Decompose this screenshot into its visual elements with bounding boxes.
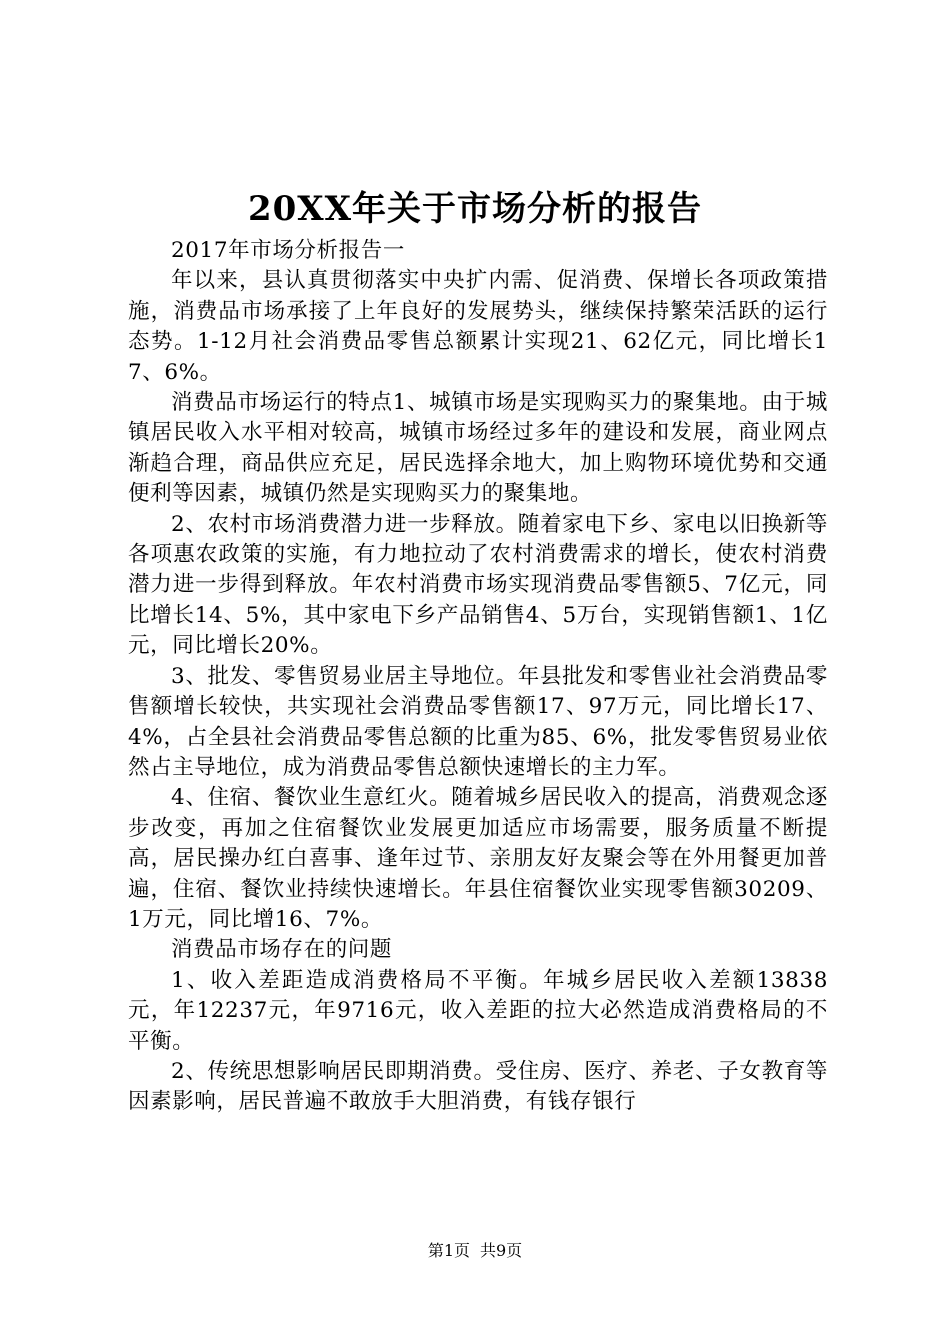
paragraph-intro: 年以来，县认真贯彻落实中央扩内需、促消费、保增长各项政策措施，消费品市场承接了上年良好的发展势头，继续保持繁荣活跃的运行态势。1-12月社会消费品零售总额累计实现21、62亿元，同比增长17、6%。 — [128, 268, 828, 385]
paragraph-problem-2: 2、传统思想影响居民即期消费。受住房、医疗、养老、子女教育等因素影响，居民普遍不敢放手大胆消费，有钱存银行 — [128, 1058, 828, 1115]
document-body — [128, 236, 828, 1118]
paragraph-problem-1: 1、收入差距造成消费格局不平衡。年城乡居民收入差额13838元，年12237元，年9716元，收入差距的拉大必然造成消费格局的不平衡。 — [128, 967, 828, 1054]
page-number: 第1页 — [427, 1241, 470, 1260]
page-total: 共9页 — [480, 1241, 523, 1260]
paragraph-feature-2: 2、农村市场消费潜力进一步释放。随着家电下乡、家电以旧换新等各项惠农政策的实施，有力地拉动了农村消费需求的增长，使农村消费潜力进一步得到释放。年农村消费市场实现消费品零售额5、7亿元，同比增长14、5%，其中家电下乡产品销售4、5万台，实现销售额1、1亿元，同比增长20%。 — [128, 511, 828, 659]
document-title: 20XX年关于市场分析的报告 — [247, 189, 703, 229]
paragraph-report-heading: 2017年市场分析报告一 — [171, 238, 405, 263]
page-footer — [0, 1240, 950, 1262]
paragraph-feature-1: 消费品市场运行的特点1、城镇市场是实现购买力的聚集地。由于城镇居民收入水平相对较高，城镇市场经过多年的建设和发展，商业网点渐趋合理，商品供应充足，居民选择余地大，加上购物环境优势和交通便利等因素，城镇仍然是实现购买力的聚集地。 — [128, 390, 828, 507]
paragraph-feature-3: 3、批发、零售贸易业居主导地位。年县批发和零售业社会消费品零售额增长较快，共实现社会消费品零售额17、97万元，同比增长17、4%，占全县社会消费品零售总额的比重为85、6%，批发零售贸易业依然占主导地位，成为消费品零售总额快速增长的主力军。 — [128, 663, 828, 780]
paragraph-feature-4: 4、住宿、餐饮业生意红火。随着城乡居民收入的提高，消费观念逐步改变，再加之住宿餐饮业发展更加适应市场需要，服务质量不断提高，居民操办红白喜事、逢年过节、亲朋友好友聚会等在外用餐更加普遍，住宿、餐饮业持续快速增长。年县住宿餐饮业实现零售额30209、1万元，同比增16、7%。 — [128, 785, 828, 932]
paragraph-problems-heading: 消费品市场存在的问题 — [171, 937, 393, 963]
